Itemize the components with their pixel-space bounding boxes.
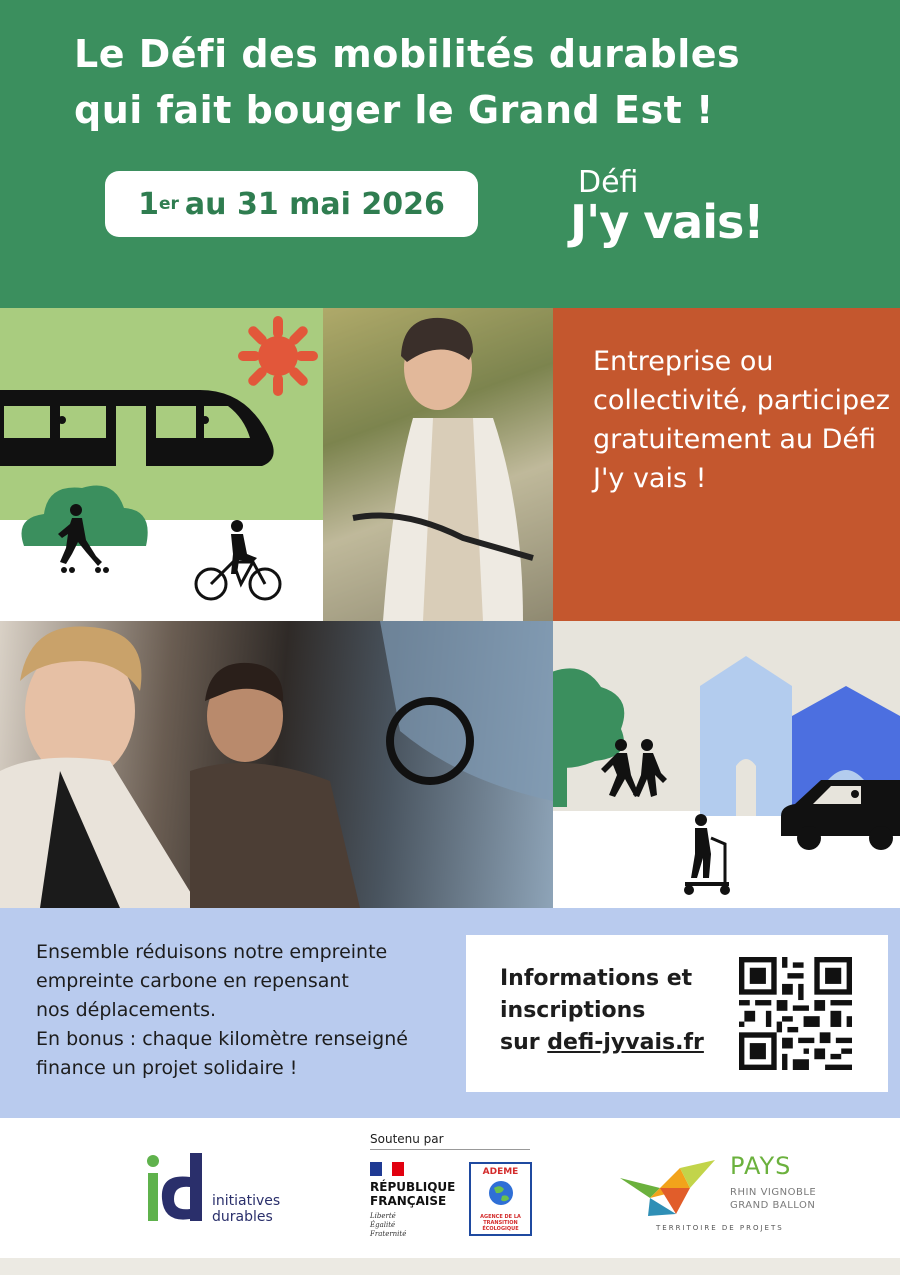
scooter-person-icon <box>681 814 737 896</box>
bottom-bar <box>0 1258 900 1275</box>
motto-fraternite: Fraternité <box>370 1230 407 1238</box>
pays-tagline: TERRITOIRE DE PROJETS <box>656 1224 784 1232</box>
ademe-sub-3: ÉCOLOGIQUE <box>482 1226 519 1232</box>
republique-francaise-text <box>370 1180 455 1208</box>
title-line-1: Le Défi des mobilités durables <box>74 32 741 76</box>
cta-panel <box>553 308 900 621</box>
logo-small-text: Défi <box>578 165 639 200</box>
republique-francaise-marianne-icon <box>370 1162 408 1176</box>
registration-line-1: Informations et <box>500 966 693 991</box>
bonus-line-2: finance un projet solidaire ! <box>36 1057 298 1079</box>
id-text-line-1: initiatives <box>212 1193 281 1209</box>
registration-prefix: sur <box>500 1030 540 1055</box>
globe-icon <box>488 1180 514 1206</box>
logo-big-text: J'y vais! <box>570 195 764 249</box>
pays-sub-2: GRAND BALLON <box>730 1200 816 1211</box>
pays-title: PAYS <box>730 1152 792 1180</box>
tram-icon <box>0 388 280 483</box>
walking-people-icon <box>595 739 671 813</box>
rf-line-2: FRANÇAISE <box>370 1194 447 1208</box>
qr-code-icon[interactable] <box>739 957 852 1070</box>
illustration-tram-panel <box>0 308 323 621</box>
rollerblade-person-icon <box>56 504 112 574</box>
carbon-line-2: empreinte carbone en repensant <box>36 970 349 992</box>
carpool-photo <box>0 621 553 908</box>
registration-line-2: inscriptions <box>500 998 646 1023</box>
date-day: 1 <box>138 186 159 222</box>
carbon-message <box>36 938 456 1083</box>
defi-jyvais-logo <box>570 165 780 265</box>
header-banner <box>0 0 900 308</box>
pays-subtitle <box>730 1186 816 1212</box>
woman-cyclist-photo <box>323 308 553 621</box>
registration-text <box>500 963 730 1059</box>
illustration-town-panel <box>553 621 900 908</box>
ademe-name: ADEME <box>482 1167 519 1177</box>
info-band <box>0 908 900 1118</box>
photo-woman-cyclist <box>323 308 553 621</box>
rf-line-1: RÉPUBLIQUE <box>370 1180 456 1194</box>
photo-carpool <box>0 621 553 908</box>
cta-text: Entreprise ou collectivité, participez gratuitement au Défi J'y vais ! <box>593 346 890 494</box>
bonus-line-1: En bonus : chaque kilomètre renseigné <box>36 1028 408 1050</box>
date-day-suffix: er <box>158 194 179 214</box>
partner-footer <box>0 1118 900 1258</box>
page-title <box>74 26 874 138</box>
title-line-2: qui fait bouger le Grand Est ! <box>74 88 714 132</box>
motto-liberte: Liberté <box>370 1212 396 1220</box>
registration-box <box>466 935 888 1092</box>
supported-by-label: Soutenu par <box>370 1132 444 1146</box>
pays-rhin-vignoble-bird-icon <box>620 1158 715 1218</box>
sun-icon <box>236 314 320 398</box>
pays-sub-1: RHIN VIGNOBLE <box>730 1187 817 1198</box>
ademe-sub-1: AGENCE DE LA <box>480 1214 521 1220</box>
date-badge <box>105 171 478 237</box>
initiatives-durables-text <box>212 1193 280 1225</box>
initiatives-durables-logo <box>146 1153 206 1223</box>
ademe-sub-2: TRANSITION <box>483 1220 518 1226</box>
date-range: au 31 mai 2026 <box>184 186 445 222</box>
ademe-logo <box>469 1162 532 1236</box>
ademe-subtitle <box>471 1214 530 1232</box>
website-link[interactable]: defi-jyvais.fr <box>547 1030 704 1055</box>
republique-motto <box>370 1212 406 1239</box>
car-icon <box>781 776 900 856</box>
motto-egalite: Égalité <box>370 1221 396 1229</box>
cyclist-icon <box>193 518 283 604</box>
id-text-line-2: durables <box>212 1209 273 1225</box>
carbon-line-1: Ensemble réduisons notre empreinte <box>36 941 388 963</box>
carbon-line-3: nos déplacements. <box>36 999 217 1021</box>
divider <box>370 1149 530 1150</box>
